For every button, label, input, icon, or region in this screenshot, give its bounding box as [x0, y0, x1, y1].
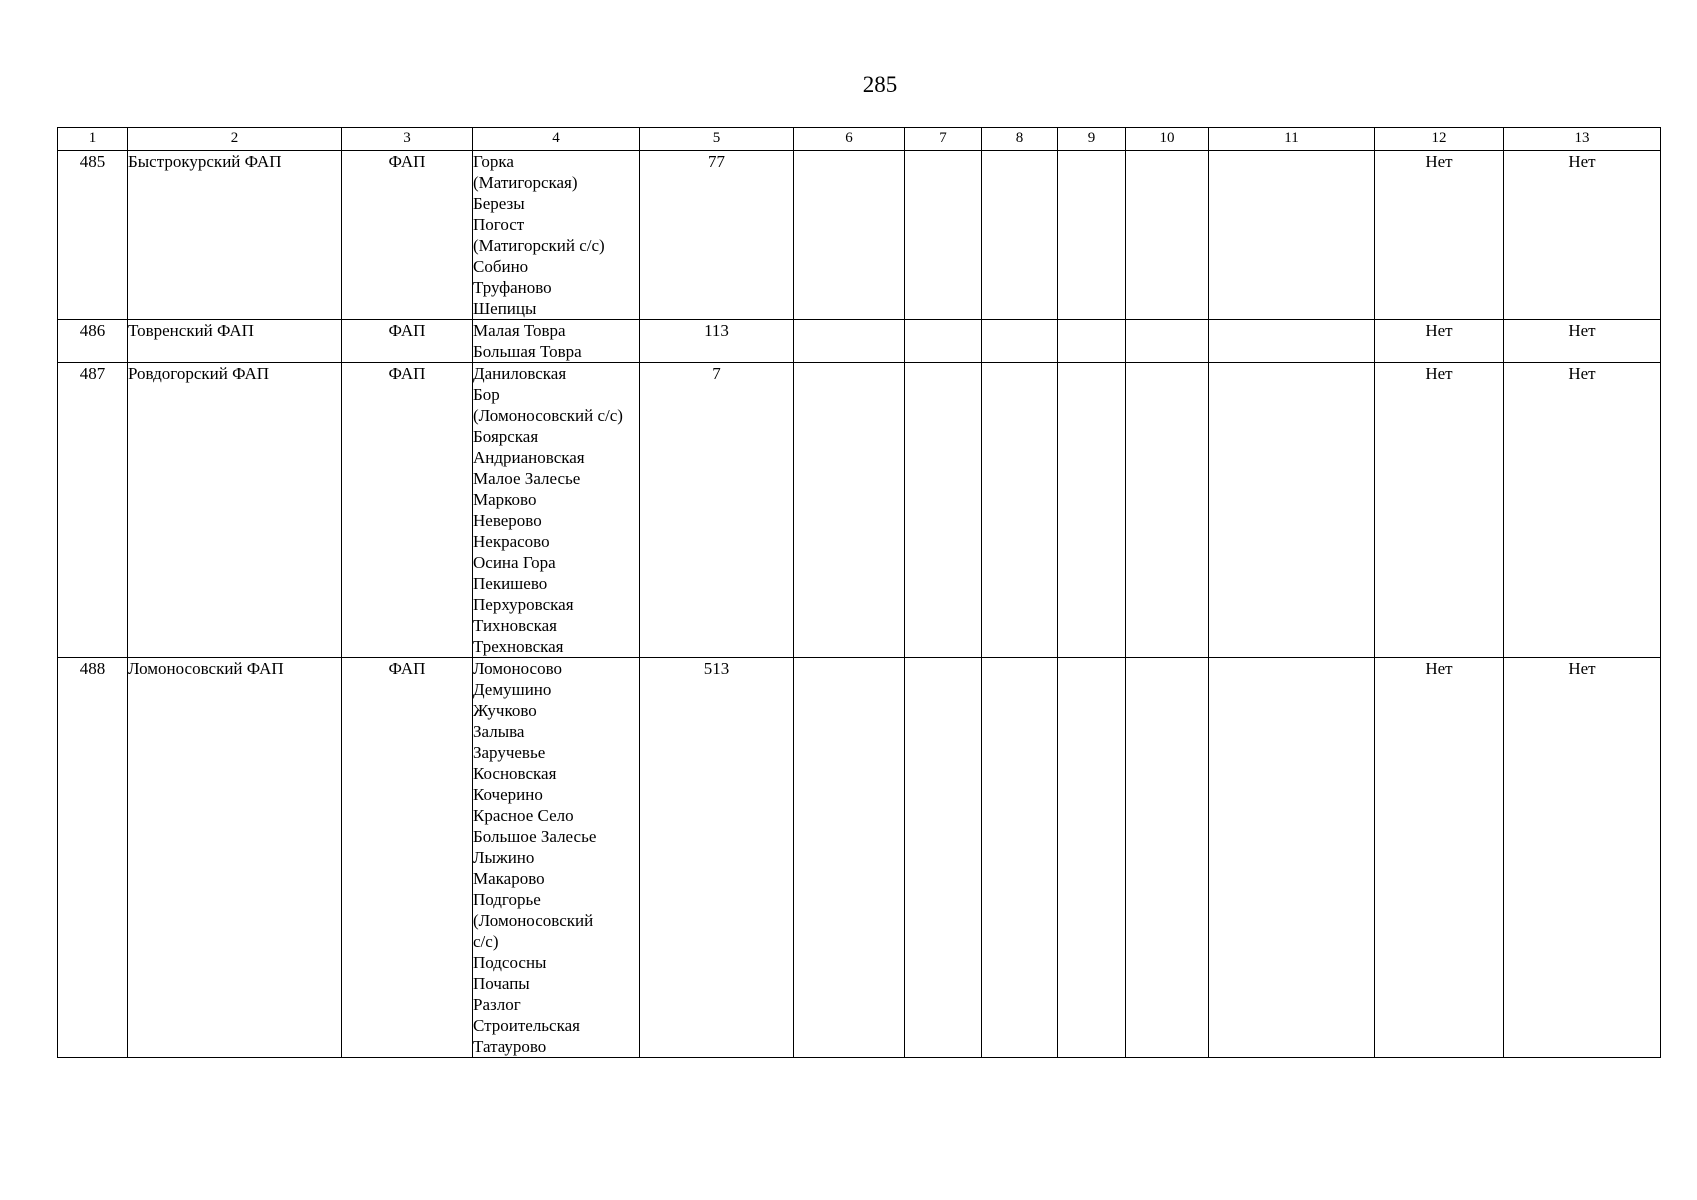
facility-type-cell: ФАП [342, 363, 473, 658]
column-header: 12 [1375, 128, 1504, 151]
settlement-item: Боярская [473, 427, 539, 446]
facility-name-cell: Ровдогорский ФАП [128, 363, 342, 658]
row-number-cell: 487 [58, 363, 128, 658]
column-header: 10 [1126, 128, 1209, 151]
col13-cell: Нет [1504, 320, 1661, 363]
empty-cell-col11 [1209, 658, 1375, 1058]
col5-cell: 513 [640, 658, 794, 1058]
empty-cell-col10 [1126, 658, 1209, 1058]
column-header: 2 [128, 128, 342, 151]
settlement-item: Собино [473, 257, 529, 276]
column-header: 8 [982, 128, 1058, 151]
empty-cell-col8 [982, 658, 1058, 1058]
facility-type-cell: ФАП [342, 658, 473, 1058]
col12-cell: Нет [1375, 151, 1504, 320]
settlements-cell [473, 658, 640, 1058]
settlement-item: Березы [473, 194, 525, 213]
empty-cell-col8 [982, 363, 1058, 658]
table-row [58, 363, 1661, 658]
empty-cell-col6 [794, 320, 905, 363]
settlement-item: Андриановская [473, 448, 585, 467]
empty-cell-col6 [794, 363, 905, 658]
col13-cell: Нет [1504, 658, 1661, 1058]
settlement-item: Труфаново [473, 278, 552, 297]
col12-cell: Нет [1375, 320, 1504, 363]
empty-cell-col8 [982, 151, 1058, 320]
settlement-item: Красное Село [473, 806, 574, 825]
settlement-item: Шепицы [473, 299, 537, 318]
col12-cell: Нет [1375, 658, 1504, 1058]
settlement-item: Погост [473, 215, 525, 234]
settlement-item: Большая Товра [473, 342, 582, 361]
column-header: 5 [640, 128, 794, 151]
settlement-item: Перхуровская [473, 595, 574, 614]
col12-cell: Нет [1375, 363, 1504, 658]
column-header: 13 [1504, 128, 1661, 151]
empty-cell-col9 [1058, 658, 1126, 1058]
empty-cell-col10 [1126, 363, 1209, 658]
facility-name-cell: Ломоносовский ФАП [128, 658, 342, 1058]
settlement-item: с/с) [473, 932, 499, 951]
row-number-cell: 485 [58, 151, 128, 320]
facility-type-cell: ФАП [342, 151, 473, 320]
settlement-item: Заручевье [473, 743, 546, 762]
table-body [58, 151, 1661, 1058]
empty-cell-col7 [905, 151, 982, 320]
table-row [58, 658, 1661, 1058]
settlement-item: Даниловская [473, 364, 567, 383]
empty-cell-col7 [905, 363, 982, 658]
empty-cell-col11 [1209, 320, 1375, 363]
settlement-item: Подгорье [473, 890, 541, 909]
settlement-item: Тихновская [473, 616, 557, 635]
settlement-item: Марково [473, 490, 537, 509]
settlement-item: Залыва [473, 722, 525, 741]
settlement-item: Демушино [473, 680, 552, 699]
settlement-item: Малое Залесье [473, 469, 581, 488]
empty-cell-col8 [982, 320, 1058, 363]
settlement-item: Осина Гора [473, 553, 556, 572]
empty-cell-col10 [1126, 151, 1209, 320]
column-header: 3 [342, 128, 473, 151]
settlement-item: Ломоносово [473, 659, 563, 678]
settlement-item: Бор [473, 385, 500, 404]
settlement-item: Пекишево [473, 574, 548, 593]
facility-name-cell: Товренский ФАП [128, 320, 342, 363]
table-row [58, 151, 1661, 320]
settlement-item: (Матигорский с/с) [473, 236, 605, 255]
facility-name-cell: Быстрокурский ФАП [128, 151, 342, 320]
settlement-item: Макарово [473, 869, 545, 888]
empty-cell-col11 [1209, 151, 1375, 320]
settlement-item: Кочерино [473, 785, 543, 804]
facility-type-cell: ФАП [342, 320, 473, 363]
col5-cell: 113 [640, 320, 794, 363]
settlement-item: Большое Залесье [473, 827, 597, 846]
settlement-item: Трехновская [473, 637, 564, 656]
settlement-item: Неверово [473, 511, 542, 530]
col13-cell: Нет [1504, 363, 1661, 658]
settlement-item: Лыжино [473, 848, 535, 867]
settlements-cell [473, 151, 640, 320]
settlement-item: Строительская [473, 1016, 580, 1035]
settlement-item: Почапы [473, 974, 530, 993]
column-header: 9 [1058, 128, 1126, 151]
settlement-item: Косновская [473, 764, 557, 783]
column-header: 4 [473, 128, 640, 151]
settlement-item: Разлог [473, 995, 521, 1014]
page-number: 285 [862, 72, 898, 97]
settlement-item: Горка [473, 152, 514, 171]
empty-cell-col6 [794, 151, 905, 320]
settlement-item: Татаурово [473, 1037, 547, 1056]
col5-cell: 7 [640, 363, 794, 658]
empty-cell-col11 [1209, 363, 1375, 658]
row-number-cell: 488 [58, 658, 128, 1058]
empty-cell-col7 [905, 658, 982, 1058]
settlement-item: (Ломоносовский с/с) [473, 406, 623, 425]
col13-cell: Нет [1504, 151, 1661, 320]
table-row [58, 320, 1661, 363]
empty-cell-col6 [794, 658, 905, 1058]
empty-cell-col7 [905, 320, 982, 363]
row-number-cell: 486 [58, 320, 128, 363]
settlements-cell [473, 320, 640, 363]
column-header: 11 [1209, 128, 1375, 151]
settlement-item: (Матигорская) [473, 173, 578, 192]
empty-cell-col10 [1126, 320, 1209, 363]
column-header: 6 [794, 128, 905, 151]
column-number-header-row [58, 128, 1661, 151]
col5-cell: 77 [640, 151, 794, 320]
empty-cell-col9 [1058, 363, 1126, 658]
settlements-cell [473, 363, 640, 658]
settlement-item: Жучково [473, 701, 537, 720]
empty-cell-col9 [1058, 320, 1126, 363]
settlement-item: Некрасово [473, 532, 550, 551]
settlement-item: Подсосны [473, 953, 547, 972]
column-header: 1 [58, 128, 128, 151]
empty-cell-col9 [1058, 151, 1126, 320]
data-table [57, 127, 1661, 1058]
settlement-item: Малая Товра [473, 321, 566, 340]
column-header: 7 [905, 128, 982, 151]
settlement-item: (Ломоносовский [473, 911, 594, 930]
